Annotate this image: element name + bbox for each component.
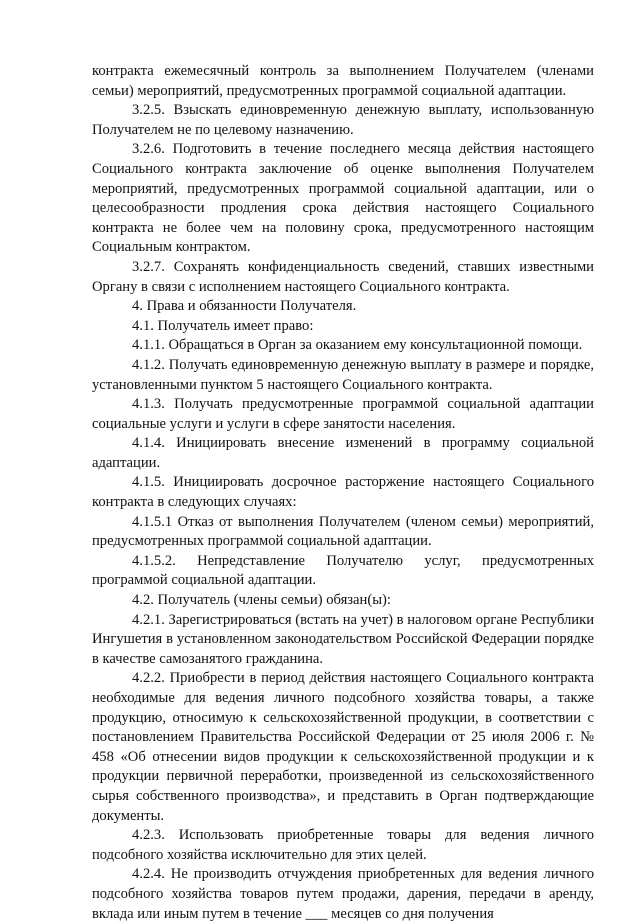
paragraph-4-2-4: 4.2.4. Не производить отчуждения приобретенных для ведения личного подсобного хозяйства товаров путем продажи, дарения, передачи в аренду, вклада или иным путем в течение ___ месяцев со дня получения xyxy=(92,866,594,922)
paragraph-4-1-3: 4.1.3. Получать предусмотренные программой социальной адаптации социальные услуги и услуги в сфере занятости населения. xyxy=(92,396,594,432)
paragraph-3-2-5: 3.2.5. Взыскать единовременную денежную выплату, использованную Получателем не по целевому назначению. xyxy=(92,102,594,138)
paragraph-3-2-7: 3.2.7. Сохранять конфиденциальность сведений, ставших известными Органу в связи с исполнением настоящего Социального контракта. xyxy=(92,258,594,295)
paragraph-4-1-5-2: 4.1.5.2. Непредставление Получателю услуг, предусмотренных программой социальной адаптации. xyxy=(92,552,594,589)
paragraph-4-2-1: 4.2.1. Зарегистрироваться (встать на учет) в налоговом органе Республики Ингушетия в установленном законодательством Российской Федерации порядке в качестве самозанятого гражданина. xyxy=(92,611,595,667)
document-page xyxy=(92,62,594,924)
paragraph-4-1-1: 4.1.1. Обращаться в Орган за оказанием ему консультационной помощи. xyxy=(132,337,583,354)
paragraph-4-2-2: 4.2.2. Приобрести в период действия настоящего Социального контракта необходимые для ведения личного подсобного хозяйства товары, а также продукцию, относимую к сельскохозяйственной продукции, в соответствии с постановлением Правительства Российской Федерации от 25 июля 2006 г. № 458 «Об отнесении видов продукции к сельскохозяйственной продукции и к продукции первичной переработки, произведенной из сельскохозяйственного сырья собственного производства», и представить в Орган подтверждающие документы. xyxy=(92,670,594,824)
paragraph-4-1-2: 4.1.2. Получать единовременную денежную выплату в размере и порядке, установленными пунктом 5 настоящего Социального контракта. xyxy=(92,356,594,393)
section-heading-4: 4. Права и обязанности Получателя. xyxy=(132,298,357,315)
paragraph-4-1-4: 4.1.4. Инициировать внесение изменений в программу социальной адаптации. xyxy=(92,435,594,471)
paragraph-4-1-5: 4.1.5. Инициировать досрочное расторжение настоящего Социального контракта в следующих случаях: xyxy=(92,474,594,511)
paragraph-4-2: 4.2. Получатель (члены семьи) обязан(ы): xyxy=(132,592,391,609)
paragraph-4-2-3: 4.2.3. Использовать приобретенные товары для ведения личного подсобного хозяйства исключительно для этих целей. xyxy=(92,827,594,863)
paragraph-4-1-5-1: 4.1.5.1 Отказ от выполнения Получателем (членом семьи) мероприятий, предусмотренных программой социальной адаптации. xyxy=(92,513,594,550)
paragraph-4-1: 4.1. Получатель имеет право: xyxy=(132,317,314,334)
paragraph-contract-continuation: контракта ежемесячный контроль за выполнением Получателем (членами семьи) мероприятий, предусмотренных программой социальной адаптации. xyxy=(92,63,594,99)
paragraph-3-2-6: 3.2.6. Подготовить в течение последнего месяца действия настоящего Социального контракта заключение об оценке выполнения Получателем мероприятий, предусмотренных программой социальной адаптации, или о целесообразности продления срока действия настоящего Социального контракта не более чем на половину срока, предусмотренного настоящим Социальным контрактом. xyxy=(92,141,594,256)
